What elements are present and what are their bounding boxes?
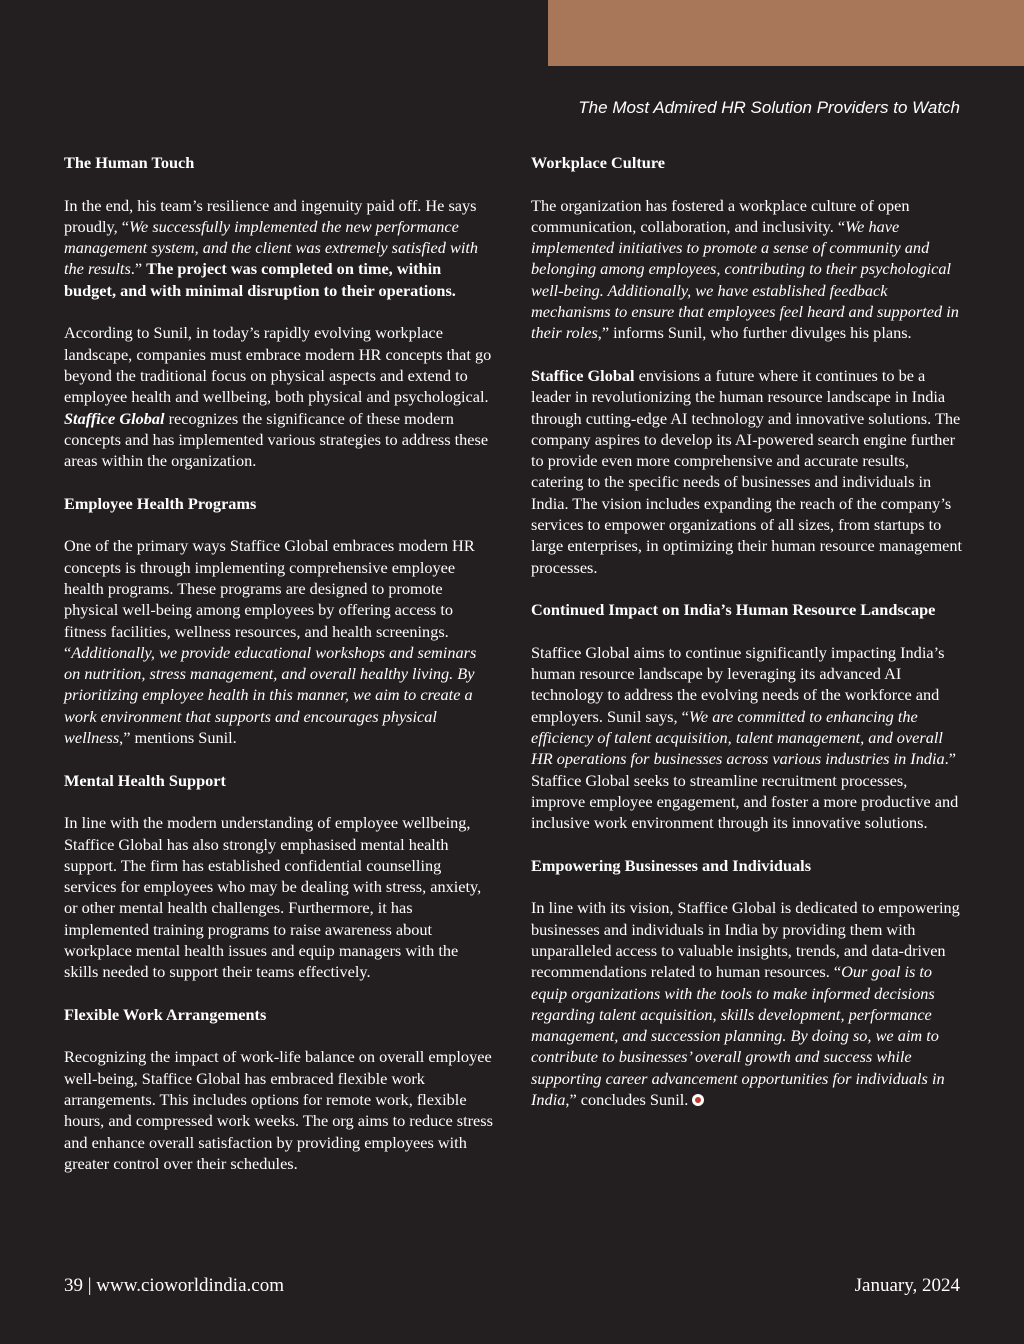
section-heading-continued-impact: Continued Impact on India’s Human Resource Landscape: [531, 600, 936, 620]
quote: We are committed to enhancing the efficiency of talent acquisition, talent management, and overall HR operations for businesses across various industries in India: [531, 706, 945, 769]
section-heading-employee-health: Employee Health Programs: [64, 493, 257, 513]
text: ,” informs Sunil, who further divulges his plans.: [597, 323, 912, 343]
section-heading-empowering: Empowering Businesses and Individuals: [531, 855, 812, 875]
text: ,” mentions Sunil.: [119, 728, 237, 748]
text: .”: [130, 259, 147, 279]
text: The organization has fostered a workplace culture of open communication, collaboration, and inclusivity. “: [531, 195, 910, 236]
paragraph-mental-health: In line with the modern understanding of employee wellbeing, Staffice Global has also strongly emphasised mental health support. The firm has established confidential counselling services for employees who may be dealing with stress, anxiety, or other mental health challenges. Furthermore, it has implemented training programs to raise awareness about workplace mental health issues and equip managers with the skills needed to support their teams effectively.: [64, 813, 482, 982]
quote: Additionally, we provide educational workshops and seminars on nutrition, stress management, and overall healthy living. By prioritizing employee health in this manner, we aim to create a work environment that supports and encourages physical wellness: [64, 642, 477, 748]
section-heading-flexible-work: Flexible Work Arrangements: [64, 1004, 267, 1024]
footer-date: January, 2024: [854, 1275, 960, 1296]
quote: Our goal is to equip organizations with the tools to make informed decisions regarding talent acquisition, skills development, performance management, and succession planning. By doing so, we aim to contribute to businesses’ overall growth and success while supporting career advancement opportunities for individuals in India: [531, 962, 945, 1110]
text: envisions a future where it continues to be a leader in revolutionizing the human resource landscape in India through cutting-edge AI technology and innovative solutions. The company aspires to develop its AI-powered search engine further to provide even more comprehensive and accurate results, catering to the specific needs of businesses and individuals in India. The vision includes expanding the reach of the company’s services to empower organizations of all sizes, from startups to large enterprises, in optimizing their human resource management processes.: [531, 365, 963, 577]
quote: We successfully implemented the new performance management system, and the client was extremely satisfied with the results: [64, 216, 479, 279]
paragraph-vision: [531, 365, 963, 578]
text: According to Sunil, in today’s rapidly evolving workplace landscape, companies must embrace modern HR concepts that go beyond the traditional focus on physical aspects and extend to employee health and wellbeing, both physical and psychological.: [64, 323, 492, 407]
text: In line with its vision, Staffice Global is dedicated to empowering businesses and individuals in India by providing them with unparalleled access to valuable insights, trends, and data-driven recommendations related to human resources. “: [531, 898, 960, 982]
paragraph-empowering: [531, 897, 963, 1110]
text: ,” concludes Sunil.: [565, 1090, 689, 1110]
running-header-title: The Most Admired HR Solution Providers to Watch: [578, 98, 960, 117]
right-column: [531, 152, 963, 1132]
end-of-article-icon: [692, 1094, 704, 1106]
header-accent-bar: [548, 0, 1024, 66]
brand-name: Staffice Global: [64, 408, 165, 428]
paragraph-human-touch: [64, 195, 494, 301]
text: .” Staffice Global seeks to streamline recruitment processes, improve employee engagement, and foster a more productive and inclusive work environment through its innovative solutions.: [531, 749, 959, 833]
quote: We have implemented initiatives to promote a sense of community and belonging among employees, contributing to their psychological well-being. Additionally, we have established feedback mechanisms to ensure that employees feel heard and supported in their roles: [531, 216, 959, 343]
text: recognizes the significance of these modern concepts and has implemented various strategies to address these areas within the organization.: [64, 408, 489, 471]
paragraph-continued-impact: [531, 642, 963, 834]
text: In the end, his team’s resilience and ingenuity paid off. He says proudly, “: [64, 195, 477, 236]
bold-statement: The project was completed on time, within budget, and with minimal disruption to their operations.: [64, 259, 456, 300]
brand-name: Staffice Global: [531, 365, 635, 385]
paragraph-workplace-culture: [531, 195, 963, 344]
left-column: [64, 152, 494, 1196]
text: One of the primary ways Staffice Global embraces modern HR concepts is through implementing comprehensive employee health programs. These programs are designed to promote physical well-being among employees by offering access to fitness facilities, wellness resources, and health screenings. “: [64, 536, 475, 662]
text: Staffice Global aims to continue significantly impacting India’s human resource landscape by leveraging its advanced AI technology to address the evolving needs of the workforce and employers. Sunil says, “: [531, 642, 945, 726]
paragraph-employee-health: [64, 535, 494, 748]
paragraph-flexible-work: Recognizing the impact of work-life balance on overall employee well-being, Staffice Global has embraced flexible work arrangements. This includes options for remote work, flexible hours, and compressed work weeks. The org aims to reduce stress and enhance overall satisfaction by providing employees with greater control over their schedules.: [64, 1047, 493, 1173]
section-heading-mental-health: Mental Health Support: [64, 770, 226, 790]
section-heading-workplace-culture: Workplace Culture: [531, 153, 666, 172]
section-heading-human-touch: The Human Touch: [64, 153, 195, 172]
paragraph-modern-hr: [64, 322, 494, 471]
footer-page-number-and-site: 39 | www.cioworldindia.com: [64, 1275, 284, 1296]
